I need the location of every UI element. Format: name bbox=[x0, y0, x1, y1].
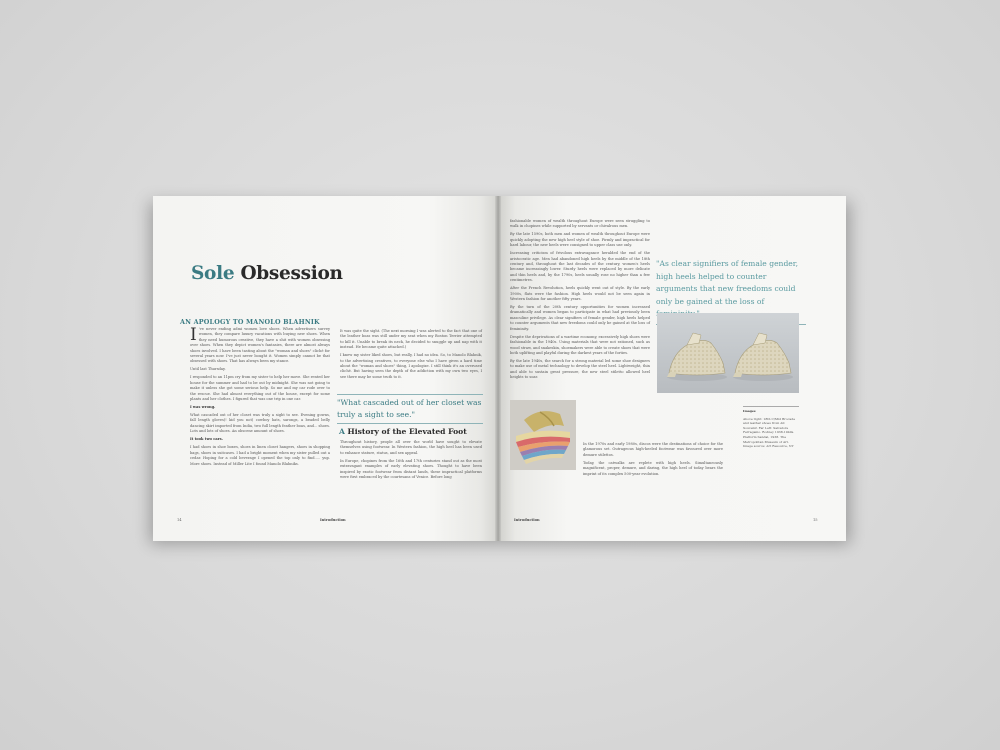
platform-sandal-image bbox=[510, 400, 576, 470]
column-1 bbox=[190, 327, 330, 470]
heading-cap: A bbox=[339, 427, 345, 436]
paragraph: I was wrong. bbox=[190, 405, 216, 410]
column-2 bbox=[583, 442, 723, 480]
paragraph: In the 1970s and early 1980s, discos were the destinations of choice for the glamorous set. Outrageous high-heeled footwear was favoured over more demure stilettos. bbox=[583, 442, 723, 457]
book-spine bbox=[495, 196, 501, 541]
column-2 bbox=[340, 329, 482, 383]
paragraph: Today, the catwalks are replete with high heels. Simultaneously magnificent, proper, demure, and daring, the high heel of today bears the imprint of its complex 500-year evolution. bbox=[583, 460, 723, 476]
article-subhead: AN APOLOGY TO MANOLO BLAHNIK bbox=[180, 318, 320, 326]
page-title bbox=[191, 263, 343, 284]
paragraph: After the French Revolution, heels quickly went out of style. By the early 1900s, flats were the fashion. High heels would not be seen again in Western fashion for another fifty years. bbox=[510, 286, 650, 302]
paragraph: I knew my sister liked shoes, but really, I had no idea. So, to Manolo Blahnik, to the advertising creatives, to everyone else who I have given a hard time about the "woman and shoes" thing, I apologize. I still think it's an overused cliché. But having seen the depth of the addiction with my own two eyes, I see there may be some truth to it. bbox=[340, 353, 482, 379]
section-heading bbox=[339, 427, 467, 436]
running-head: Introduction bbox=[514, 518, 540, 522]
paragraph: In Europe, chopines from the 16th and 17th centuries stand out as the most extravagant examples of early elevating shoes. Thought to have been inspired by exotic footwear from distant lands, these impractical platforms were first embraced by the courtesans of Venice. Before long bbox=[340, 458, 482, 480]
right-page bbox=[498, 196, 846, 541]
drop-cap: I bbox=[190, 325, 197, 345]
heading-text: History of the Elevated Foot bbox=[344, 427, 467, 436]
running-head: Introduction bbox=[320, 518, 346, 522]
paragraph: By the late 1590s, both men and women of wealth throughout Europe were quickly adopting the new high heel style of shoe. Firmly and impractical for hard labour, the new heels were consigned to upper class use only. bbox=[510, 232, 650, 248]
paragraph: What cascaded out of her closet was truly a sight to see. Evening gowns, fall length gloves(! kid you not) cowboy hats, sarongs, a beaded belly dancing skirt imported from India, two full length feather boas, and... shoes. Lots and lots of shoes. An obscene amount of shoes. bbox=[190, 413, 330, 434]
paragraph: By the turn of the 20th century opportunities for women increased dramatically and women began to participate in what had previously been masculine privilege. As clear signifiers of female gender, high heels helped to counter arguments that new freedoms could only be gained at the loss of femininity. bbox=[510, 305, 650, 331]
pull-quote: "As clear signifiers of female gender, high heels helped to counter arguments that new freedoms could only be gained at the loss of bbox=[656, 258, 806, 325]
page-number: 14 bbox=[177, 518, 182, 522]
brocade-shoes-photo bbox=[657, 313, 799, 393]
column-3 bbox=[340, 440, 482, 483]
paragraph: I had shoes in shoe boxes, shoes in linen closet hangers, shoes in shopping bags, shoes in suitcases. I had a bright moment when my sister pulled out a cedar. Hoping for a cold beverage I opened the top only to find..... yup. More shoes. Instead of Miller Lite I found Manolo Blahniks. bbox=[190, 445, 330, 466]
brocade-shoes-image bbox=[657, 313, 799, 393]
caption-text: Above right: 18th C/Mid Brocade and leather shoes from All Souvenir. Far Left: Salvatore Ferragamo. Rodney 1938-1940s. Platform Sandal, 1938. The Metropolitan Museum of Art. Image source: Art Resource, NY bbox=[743, 416, 796, 449]
pull-quote: "What cascaded out of her closet was truly a sight to see." bbox=[337, 394, 483, 424]
paragraph: Until last Thursday. bbox=[190, 367, 226, 372]
paragraph: Throughout history, people all over the world have sought to elevate themselves using footwear. In Western fashion, the high heel has been used to enhance stature, status, and sex appeal. bbox=[340, 440, 482, 455]
title-part2: Obsession bbox=[240, 263, 343, 284]
caption-title: Images bbox=[743, 409, 756, 413]
paragraph: It was quite the sight. (The next morning I was alerted to the fact that one of the leather boas was still under my seat when my Boston Terrier attempted to kill it. Unable to break its neck, he decided to snuggle up and nap with it instead. He became quite attached.) bbox=[340, 329, 482, 350]
left-page bbox=[153, 196, 498, 541]
paragraph: Increasing criticism of frivolous extravagance heralded the end of the aristocratic age. Men had abandoned high heels by the middle of the 18th century and, throughout the last decades of the century, women's heels became increasingly lower. Sturdy heels were replaced by more delicate and thin heels and, by the 1790s, heels usually rose no higher than a few centimetres. bbox=[510, 251, 650, 283]
paragraph: I responded to an 11pm cry from my sister to help her move. She rented her house for the summer and had to be out by midnight. She was not going to make it unless she got some serious help. So me and my car rode over to the rescue. She had almost everything out of the house, except for some plants and her clothes. I figured that was one trip in one car. bbox=[190, 375, 330, 402]
paragraph: By the late 1940s, the search for a strong material led some shoe designers to make use of metal technology to develop the steel heel. Lightweight, thin and able to sustain great pressure, the new steel stiletto allowed heel heights to soar. bbox=[510, 358, 650, 380]
paragraph: fashionable women of wealth throughout Europe were seen struggling to walk in chopines while supported by servants or chivalrous men. bbox=[510, 219, 650, 229]
ferragamo-sandal-photo bbox=[510, 400, 576, 470]
paragraph: Despite the deprivations of a wartime economy, excessively high shoes were fashionable in the 1940s. Using materials that were not rationed, such as wood straw, and snakeskin, shoemakers were able to create shoes that were both uplifting and playful during the darkest years of the forties. bbox=[510, 334, 650, 355]
image-caption bbox=[743, 406, 799, 449]
column-1 bbox=[510, 219, 650, 383]
paragraph: 've never ending admi women love shoes. When advertisers survey women, they compare luxury vacations with buying new shoes. When they need humorous creative, they have a shit with women obsessing over shoes. When they depict women's fantasies, there are almost always shoes involved. I have been tasting about the "woman and shoes" cliché for several years now. I've just never bought it. Women simply cannot be that obsessed with shoes. That has always been my stance. bbox=[190, 327, 330, 364]
title-part1: Sole bbox=[191, 263, 235, 284]
page-number: 15 bbox=[813, 518, 818, 522]
paragraph: It took two cars. bbox=[190, 437, 223, 442]
